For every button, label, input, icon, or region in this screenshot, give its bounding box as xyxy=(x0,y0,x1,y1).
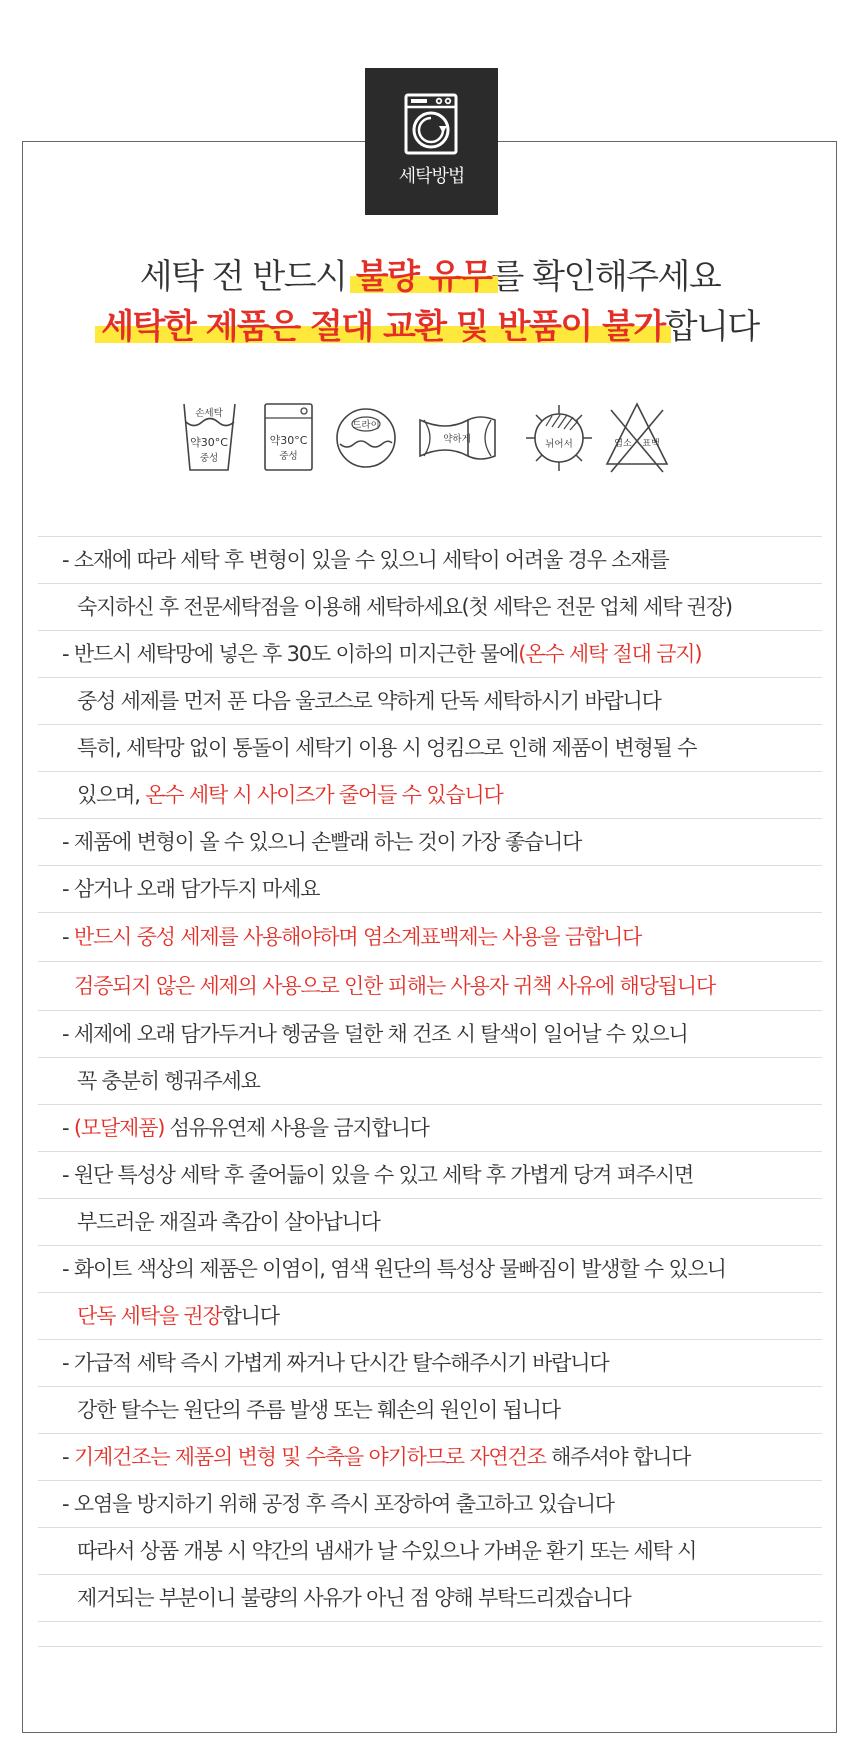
instruction-text: - xyxy=(62,1116,74,1140)
instruction-text: - 오염을 방지하기 위해 공정 후 즉시 포장하여 출고하고 있습니다 xyxy=(62,1492,614,1516)
instruction-row xyxy=(38,1434,822,1481)
instruction-text: 섬유유연제 사용을 금지합니다 xyxy=(164,1116,429,1140)
instruction-row xyxy=(38,819,822,866)
washing-machine-icon xyxy=(403,92,459,156)
instruction-text: 제거되는 부분이니 불량의 사유가 아닌 점 양해 부탁드리겠습니다 xyxy=(77,1586,631,1610)
dry-clean-label: 드라이 xyxy=(352,420,380,431)
hand-wash-icon xyxy=(184,404,235,470)
instruction-text: - 세제에 오래 담가두거나 헹굼을 덜한 채 건조 시 탈색이 일어날 수 있으니 xyxy=(62,1022,688,1046)
hand-wash-top-label: 손세탁 xyxy=(195,408,223,419)
instruction-text: 강한 탈수는 원단의 주름 발생 또는 훼손의 원인이 됩니다 xyxy=(77,1398,560,1422)
no-bleach-icon xyxy=(607,404,667,472)
instruction-text: - 소재에 따라 세탁 후 변형이 있을 수 있으니 세탁이 어려울 경우 소재를 xyxy=(62,548,669,572)
headline-text: 합니다 xyxy=(664,307,759,347)
headline xyxy=(0,252,860,352)
instruction-row xyxy=(38,1105,822,1152)
instruction-row xyxy=(38,631,822,678)
headline-text: 를 확인해주세요 xyxy=(491,257,721,297)
instruction-text: 따라서 상품 개봉 시 약간의 냄새가 날 수있으나 가벼운 환기 또는 세탁 시 xyxy=(77,1539,697,1563)
wring-gently-icon xyxy=(420,417,495,459)
hand-wash-detergent-label: 중성 xyxy=(199,453,219,464)
dry-clean-icon xyxy=(337,409,395,467)
instruction-warning-text: 반드시 중성 세제를 사용해야하며 염소계표백제는 사용을 금합니다 xyxy=(73,925,642,949)
instruction-row xyxy=(38,1340,822,1387)
instruction-row xyxy=(38,1528,822,1575)
instruction-row xyxy=(38,1152,822,1199)
headline-line-2 xyxy=(0,302,860,352)
instruction-warning-text: 기계건조는 제품의 변형 및 수축을 야기하므로 자연건조 xyxy=(73,1445,546,1469)
bottom-divider xyxy=(38,1646,822,1647)
machine-wash-detergent-label: 중성 xyxy=(279,451,298,462)
instruction-row xyxy=(38,1199,822,1246)
instruction-text: 해주셔야 합니다 xyxy=(545,1445,691,1469)
washing-instructions-list xyxy=(38,536,822,1622)
care-symbols xyxy=(180,402,680,482)
instruction-row xyxy=(38,537,822,584)
no-bleach-right-label: 표백 xyxy=(642,439,660,449)
headline-highlight: 세탁한 제품은 절대 교환 및 반품이 불가 xyxy=(101,307,665,347)
instruction-text: - 반드시 세탁망에 넣은 후 30도 이하의 미지근한 물에 xyxy=(62,642,519,666)
instruction-row xyxy=(38,866,822,913)
instruction-row xyxy=(38,772,822,819)
shade-dry-label: 뉘어서 xyxy=(545,439,573,450)
headline-text: 세탁 전 반드시 xyxy=(139,257,356,297)
instruction-warning-text: (온수 세탁 절대 금지) xyxy=(518,642,702,666)
instruction-text: - xyxy=(62,925,74,949)
instruction-text: 있으며, xyxy=(77,783,146,807)
instruction-text: - 가급적 세탁 즉시 가볍게 짜거나 단시간 탈수해주시기 바랍니다 xyxy=(62,1351,609,1375)
instruction-text: - 제품에 변형이 올 수 있으니 손빨래 하는 것이 가장 좋습니다 xyxy=(62,830,582,854)
instruction-warning-text: 온수 세탁 시 사이즈가 줄어들 수 있습니다 xyxy=(145,783,503,807)
instruction-text: 중성 세제를 먼저 푼 다음 울코스로 약하게 단독 세탁하시기 바랍니다 xyxy=(77,689,661,713)
instruction-row xyxy=(38,1387,822,1434)
instruction-text: - 원단 특성상 세탁 후 줄어듦이 있을 수 있고 세탁 후 가볍게 당겨 펴주시면 xyxy=(62,1163,694,1187)
instruction-warning-text: 검증되지 않은 세제의 사용으로 인한 피해는 사용자 귀책 사유에 해당됩니다 xyxy=(74,974,715,998)
instruction-text: 합니다 xyxy=(221,1304,279,1328)
wring-gently-label: 약하게 xyxy=(443,434,471,445)
instruction-text: 숙지하신 후 전문세탁점을 이용해 세탁하세요(첫 세탁은 전문 업체 세탁 권장) xyxy=(77,595,732,619)
machine-wash-temp-label: 약30°C xyxy=(269,434,308,447)
instruction-row xyxy=(38,725,822,772)
instruction-text: 꼭 충분히 헹궈주세요 xyxy=(77,1069,260,1093)
instruction-row xyxy=(38,1575,822,1622)
instruction-warning-text: 단독 세탁을 권장 xyxy=(77,1304,222,1328)
instruction-row xyxy=(38,1293,822,1340)
instruction-row xyxy=(38,678,822,725)
shade-dry-icon xyxy=(526,405,592,471)
instruction-text: - 삼거나 오래 담가두지 마세요 xyxy=(62,877,320,901)
instruction-row xyxy=(38,962,822,1011)
washing-method-badge xyxy=(365,68,498,215)
no-bleach-left-label: 염소 xyxy=(614,439,632,449)
instruction-row xyxy=(38,1058,822,1105)
instruction-row xyxy=(38,1246,822,1293)
instruction-text: - 화이트 색상의 제품은 이염이, 염색 원단의 특성상 물빠짐이 발생할 수 있으니 xyxy=(62,1257,726,1281)
instruction-row xyxy=(38,1011,822,1058)
headline-highlight: 불량 유무 xyxy=(355,257,492,297)
instruction-text: - xyxy=(62,1445,74,1469)
instruction-row xyxy=(38,584,822,631)
badge-label: 세탁방법 xyxy=(398,166,465,187)
instruction-text: 특히, 세탁망 없이 통돌이 세탁기 이용 시 엉킴으로 인해 제품이 변형될 수 xyxy=(77,736,697,760)
headline-line-1 xyxy=(0,252,860,302)
instruction-row xyxy=(38,1481,822,1528)
instruction-text: 부드러운 재질과 촉감이 살아납니다 xyxy=(77,1210,380,1234)
instruction-row xyxy=(38,913,822,962)
instruction-warning-text: (모달제품) xyxy=(73,1116,165,1140)
machine-wash-icon xyxy=(265,404,312,470)
hand-wash-temp-label: 약30°C xyxy=(190,436,228,449)
